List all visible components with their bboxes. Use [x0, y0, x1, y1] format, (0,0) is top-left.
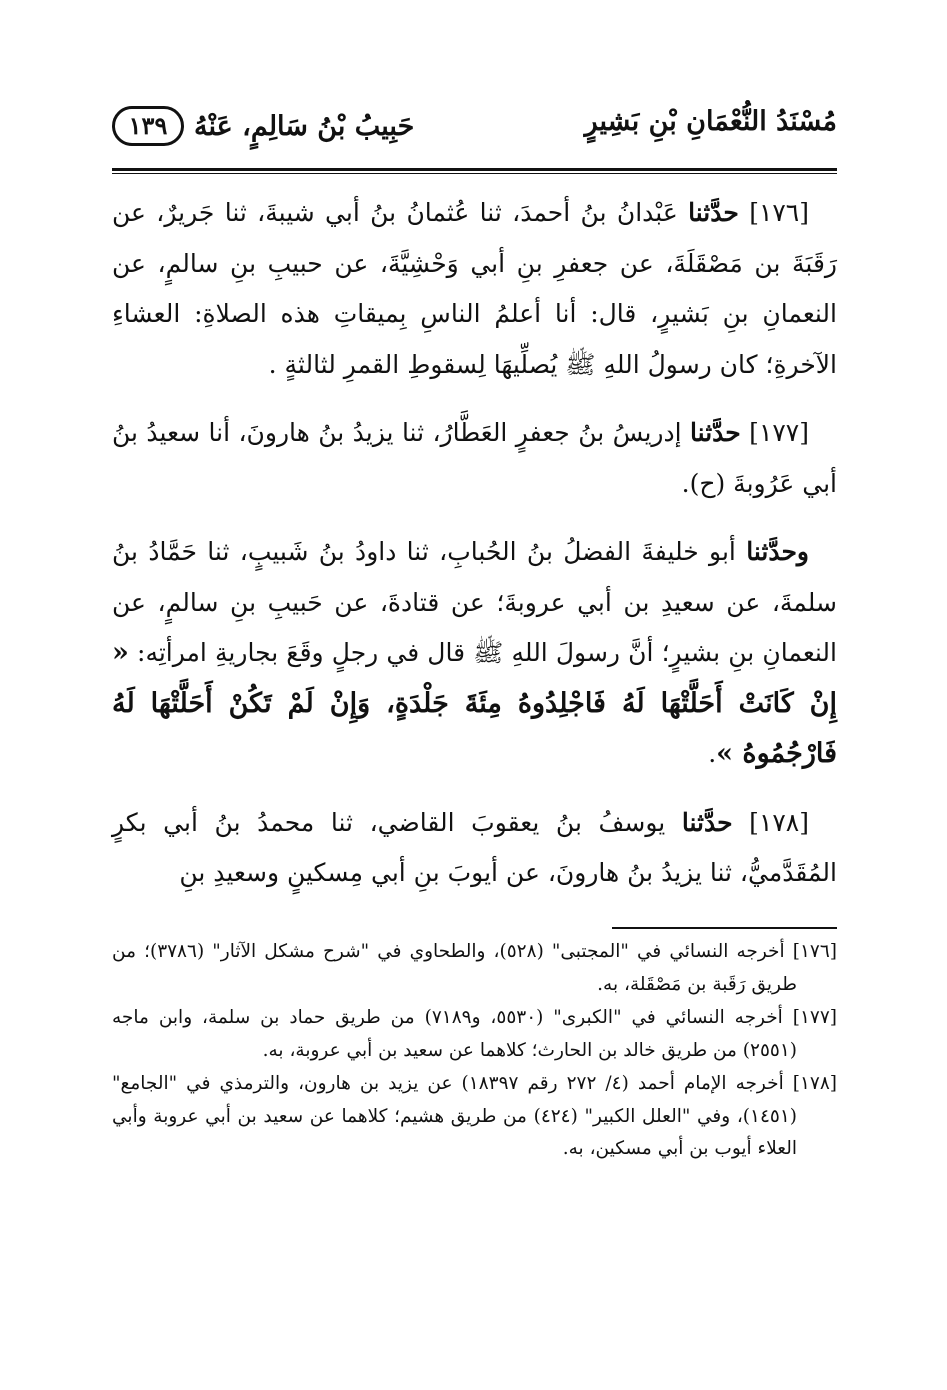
header-left-group: [112, 106, 414, 146]
footnote-number: [١٧٦]: [792, 941, 837, 962]
footnote-text: أخرجه النسائي في "الكبرى" (٥٥٣٠، و٧١٨٩) من طريق حماد بن سلمة، وابن ماجه (٢٥٥١) من طريق خالد بن الحارث؛ كلاهما عن سعيد بن أبي عروبة، به.: [112, 1007, 797, 1061]
header-divider: [112, 168, 837, 174]
header-musnad-title: مُسْنَدُ النُّعْمَانِ بْنِ بَشِيرٍ: [584, 106, 837, 137]
entry-text: إدريسُ بنُ جعفرٍ العَطَّارُ، ثنا يزيدُ بنُ هارونَ، أنا سعيدُ بنُ أبي عَرُوبةَ (ح).: [112, 418, 837, 498]
entry-text: يوسفُ بنُ يعقوبَ القاضي، ثنا محمدُ بنُ أبي بكرٍ المُقَدَّميُّ، ثنا يزيدُ بنُ هارونَ، عن أيوبَ بنِ أبي مِسكينٍ وسعيدِ بنِ: [112, 807, 837, 887]
entry-keyword: حدَّثنا: [681, 807, 733, 837]
entry-number: [١٧٧]: [749, 418, 809, 447]
hadith-entry-177: [112, 408, 837, 509]
footnote-divider: [612, 927, 837, 929]
header-chapter-title: حَبِيبُ بْنُ سَالِمٍ، عَنْهُ: [194, 110, 415, 142]
page-number-badge: ١٣٩: [112, 106, 184, 146]
footnote-number: [١٧٨]: [792, 1073, 837, 1094]
footnote-178: [112, 1068, 837, 1166]
footnote-text: أخرجه الإمام أحمد (٤/ ٢٧٢ رقم ١٨٣٩٧) عن يزيد بن هارون، والترمذي في "الجامع" (١٤٥١)، وفي "العلل الكبير" (٤٢٤) من طريق هشيم؛ كلاهما عن سعيد بن أبي عروبة وأبي العلاء أيوب بن أبي مسكين، به.: [112, 1073, 797, 1159]
footnote-177: [112, 1002, 837, 1067]
entry-text: عَبْدانُ بنُ أحمدَ، ثنا عُثمانُ بنُ أبي شيبةَ، ثنا جَريرٌ، عن رَقَبَةَ بن مَصْقَلَةَ، عن جعفرِ بنِ أبي وَحْشِيَّةَ، عن حبيبِ بنِ سالمٍ، عن النعمانِ بنِ بَشيرٍ، قال: أنا أعلمُ الناسِ بِميقاتِ هذه الصلاةِ: العشاءِ الآخرةِ؛ كان رسولُ اللهِ ﷺ يُصلِّيهَا لِسقوطِ القمرِ لثالثةٍ .: [112, 198, 837, 379]
hadith-entry-177-second-chain: [112, 527, 837, 780]
entry-keyword: حدَّثنا: [688, 198, 739, 227]
main-text: [112, 188, 837, 911]
entry-number: [١٧٨]: [749, 807, 809, 837]
footnotes: [112, 936, 837, 1167]
running-header: [112, 98, 837, 158]
entry-number: [١٧٦]: [749, 198, 810, 227]
entry-text: أبو خليفةَ الفضلُ بنُ الحُبابِ، ثنا داودُ بنُ شَبيبٍ، ثنا حَمَّادُ بنُ سلمةَ، عن سعيدِ بن أبي عروبةَ؛ عن قتادةَ، عن حَبيبِ بنِ سالمٍ، عن النعمانِ بنِ بشيرٍ؛ أنَّ رسولَ اللهِ ﷺ قال في رجلٍ وقَعَ بجاريةِ امرأتِه:: [112, 537, 837, 667]
entry-keyword: حدَّثنا: [690, 418, 741, 447]
entry-end: .: [708, 739, 717, 768]
hadith-entry-176: [112, 188, 837, 390]
footnote-text: أخرجه النسائي في "المجتبى" (٥٢٨)، والطحاوي في "شرح مشكل الآثار" (٣٧٨٦)؛ من طريق رَقَبة بن مَصْقَلة، به.: [112, 941, 797, 995]
hadith-entry-178: [112, 798, 837, 899]
footnote-number: [١٧٧]: [792, 1007, 837, 1028]
footnote-176: [112, 936, 837, 1001]
prophetic-quote: « إِنْ كَانَتْ أَحَلَّتْهَا لَهُ فَاجْلِدُوهُ مِئَةَ جَلْدَةٍ، وَإِنْ لَمْ تَكُنْ أَحَلَّتْهَا لَهُ فَارْجُمُوهُ »: [112, 637, 837, 769]
entry-keyword: وحدَّثنا: [746, 537, 809, 566]
